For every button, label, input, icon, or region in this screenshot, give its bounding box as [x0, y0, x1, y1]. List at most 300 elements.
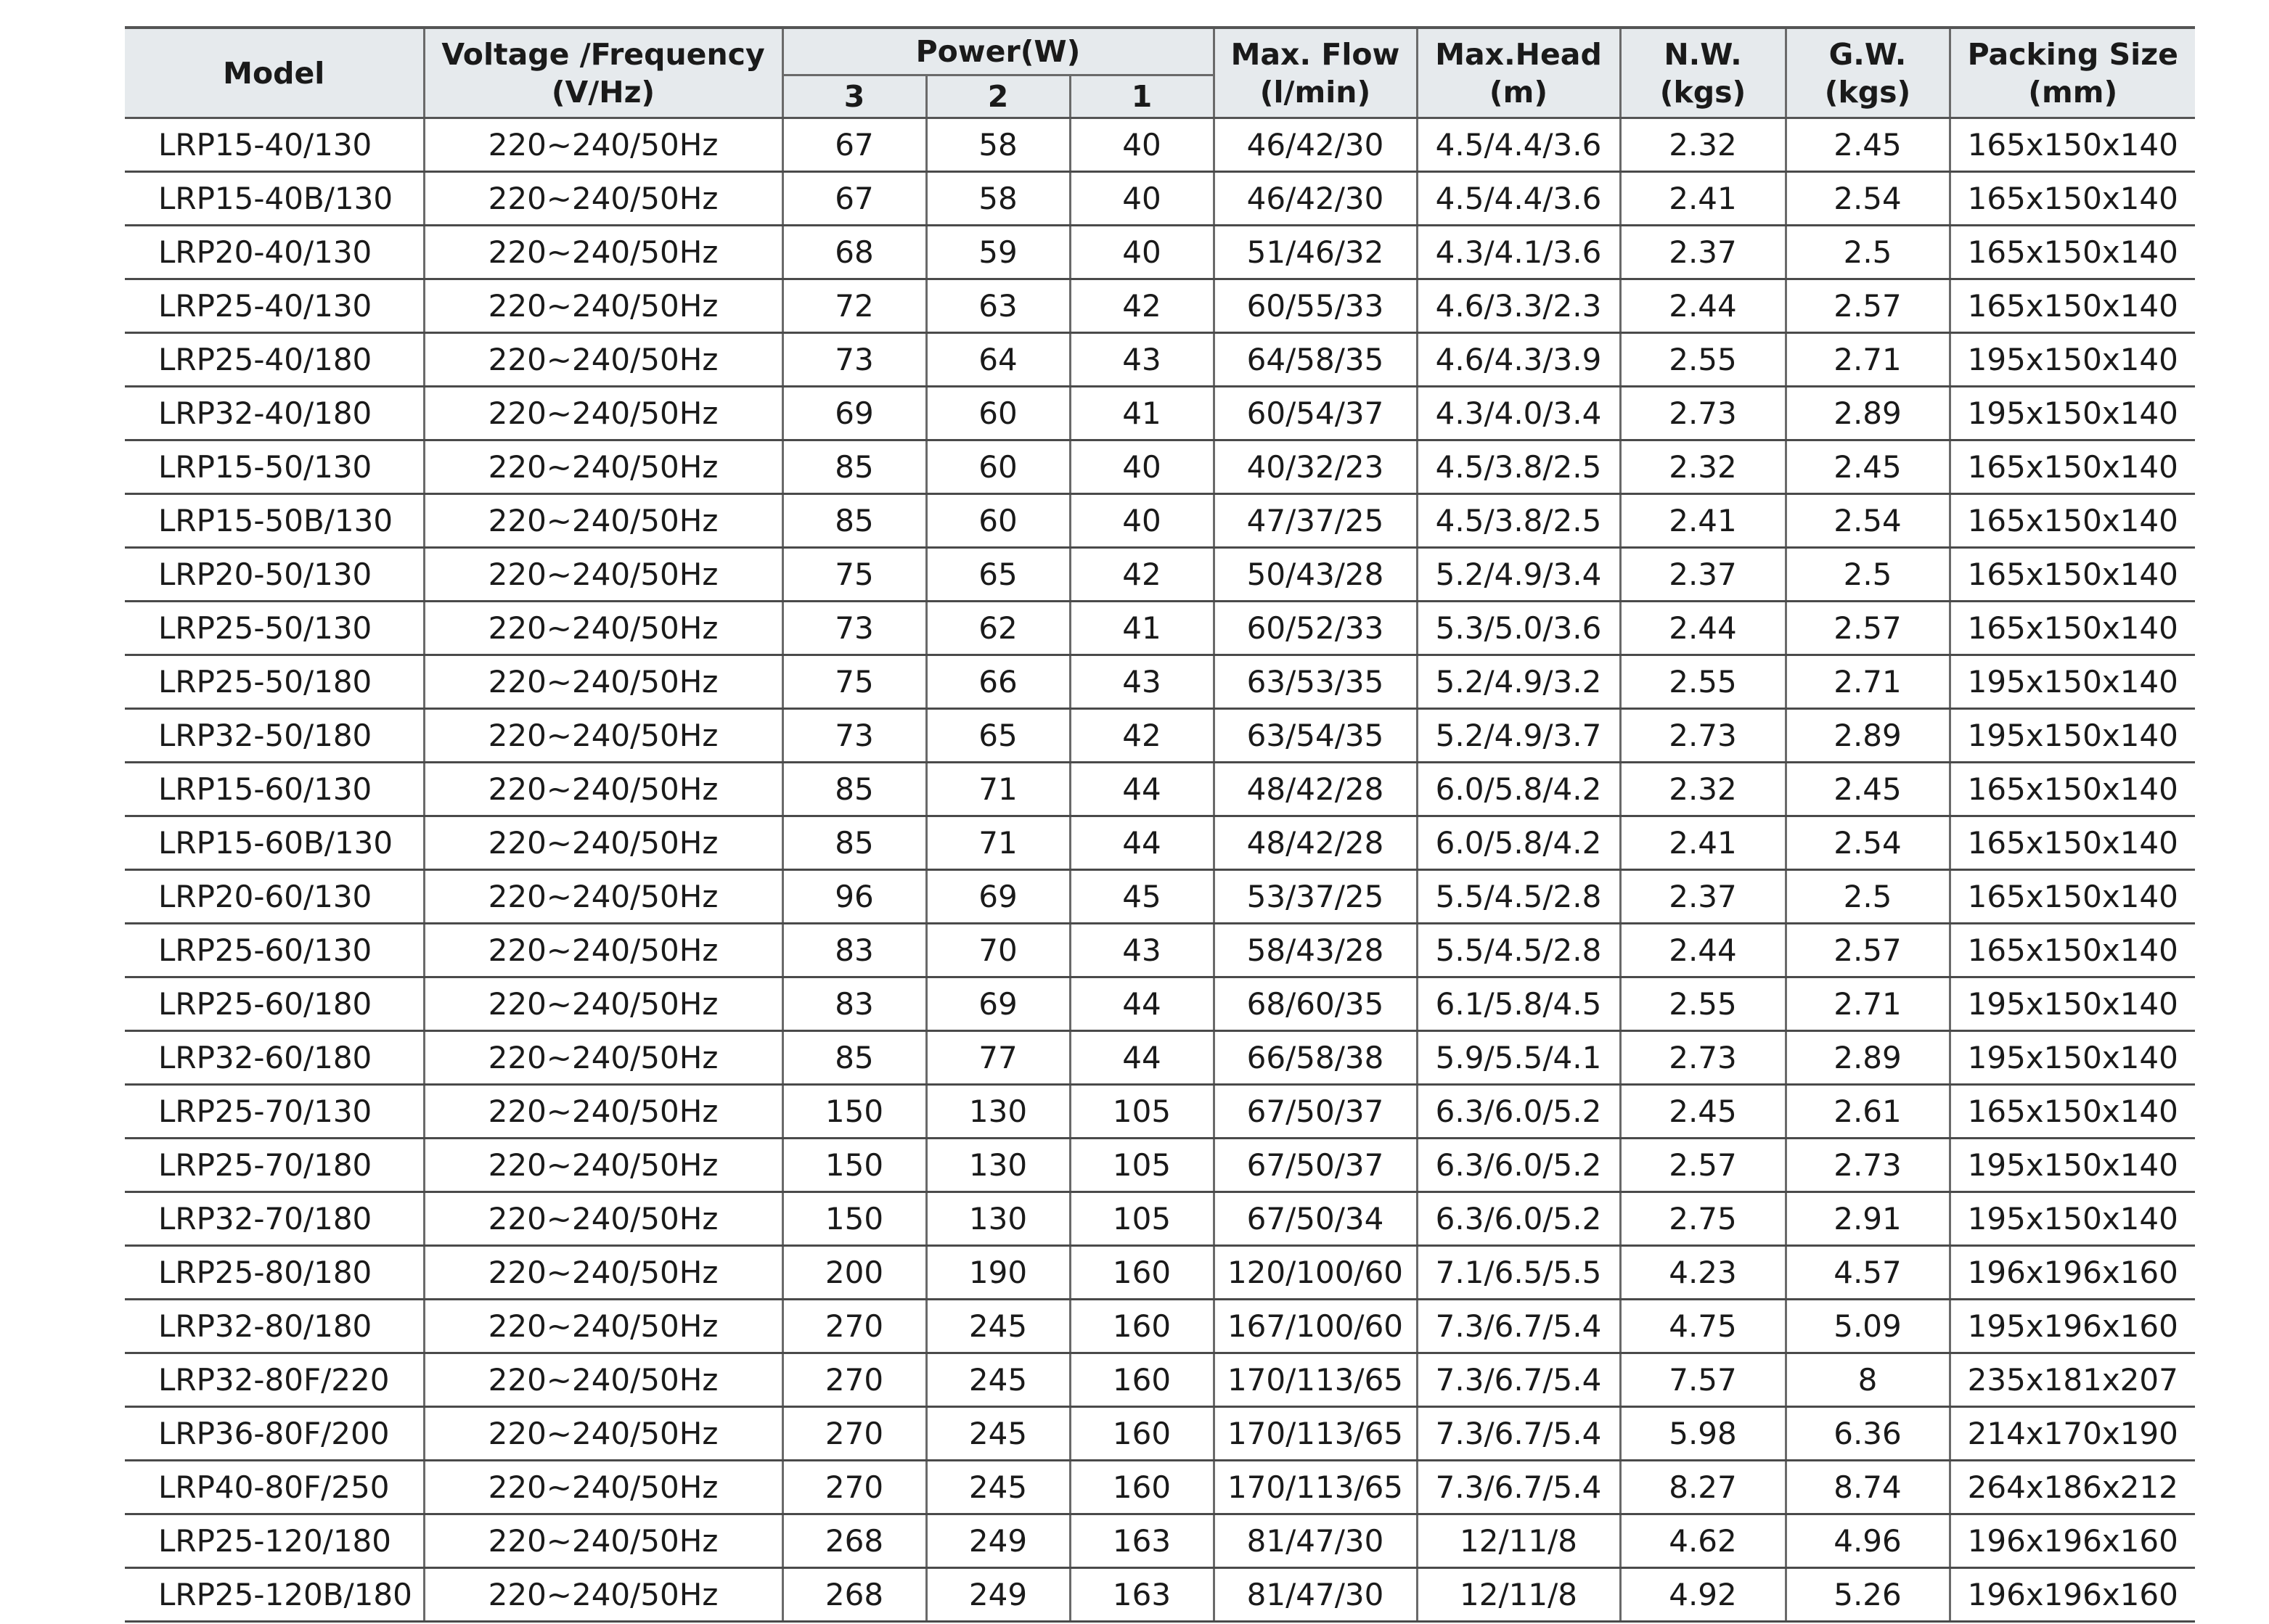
- packing-size-cell: 195x150x140: [1950, 709, 2195, 763]
- power-speed-2-cell: 249: [926, 1514, 1070, 1568]
- power-speed-2-cell: 245: [926, 1353, 1070, 1407]
- power-speed-1-cell: 45: [1070, 870, 1214, 924]
- header-power-speed-1: 1: [1070, 75, 1214, 118]
- table-header: [125, 28, 2195, 118]
- packing-size-cell: 165x150x140: [1950, 172, 2195, 226]
- net-weight-cell: 2.73: [1620, 709, 1786, 763]
- net-weight-cell: 2.32: [1620, 118, 1786, 172]
- header-max-head: Max.Head (m): [1417, 28, 1620, 118]
- power-speed-2-cell: 65: [926, 709, 1070, 763]
- net-weight-cell: 8.27: [1620, 1461, 1786, 1514]
- power-speed-1-cell: 40: [1070, 172, 1214, 226]
- packing-size-cell: 195x150x140: [1950, 977, 2195, 1031]
- power-speed-3-cell: 268: [782, 1568, 926, 1622]
- packing-size-cell: 196x196x160: [1950, 1514, 2195, 1568]
- power-speed-2-cell: 70: [926, 924, 1070, 977]
- power-speed-1-cell: 44: [1070, 1031, 1214, 1085]
- gross-weight-cell: 2.5: [1786, 548, 1950, 602]
- voltage-cell: 220~240/50Hz: [424, 602, 782, 655]
- net-weight-cell: 2.44: [1620, 602, 1786, 655]
- packing-size-cell: 196x196x160: [1950, 1246, 2195, 1300]
- power-speed-3-cell: 150: [782, 1085, 926, 1139]
- model-cell: LRP32-60/180: [125, 1031, 424, 1085]
- power-speed-1-cell: 44: [1070, 816, 1214, 870]
- gross-weight-cell: 2.71: [1786, 333, 1950, 387]
- header-gross-weight: G.W. (kgs): [1786, 28, 1950, 118]
- power-speed-2-cell: 64: [926, 333, 1070, 387]
- table-row: [125, 1031, 2195, 1085]
- power-speed-3-cell: 268: [782, 1514, 926, 1568]
- power-speed-3-cell: 75: [782, 655, 926, 709]
- power-speed-2-cell: 71: [926, 816, 1070, 870]
- power-speed-1-cell: 160: [1070, 1300, 1214, 1353]
- net-weight-cell: 2.37: [1620, 548, 1786, 602]
- model-cell: LRP15-50/130: [125, 440, 424, 494]
- packing-size-cell: 195x150x140: [1950, 1139, 2195, 1192]
- max-head-cell: 5.3/5.0/3.6: [1417, 602, 1620, 655]
- voltage-cell: 220~240/50Hz: [424, 226, 782, 279]
- power-speed-2-cell: 245: [926, 1407, 1070, 1461]
- packing-size-cell: 214x170x190: [1950, 1407, 2195, 1461]
- power-speed-3-cell: 83: [782, 977, 926, 1031]
- power-speed-3-cell: 150: [782, 1139, 926, 1192]
- table-row: [125, 709, 2195, 763]
- voltage-cell: 220~240/50Hz: [424, 494, 782, 548]
- net-weight-cell: 4.23: [1620, 1246, 1786, 1300]
- power-speed-3-cell: 75: [782, 548, 926, 602]
- table-row: [125, 440, 2195, 494]
- model-cell: LRP25-40/130: [125, 279, 424, 333]
- power-speed-3-cell: 96: [782, 870, 926, 924]
- power-speed-1-cell: 44: [1070, 763, 1214, 816]
- power-speed-1-cell: 44: [1070, 977, 1214, 1031]
- voltage-cell: 220~240/50Hz: [424, 1139, 782, 1192]
- max-flow-cell: 60/54/37: [1214, 387, 1417, 440]
- packing-size-cell: 165x150x140: [1950, 226, 2195, 279]
- power-speed-3-cell: 85: [782, 494, 926, 548]
- power-speed-1-cell: 163: [1070, 1514, 1214, 1568]
- voltage-cell: 220~240/50Hz: [424, 1085, 782, 1139]
- power-speed-2-cell: 58: [926, 118, 1070, 172]
- gross-weight-cell: 2.54: [1786, 494, 1950, 548]
- max-flow-cell: 63/54/35: [1214, 709, 1417, 763]
- gross-weight-cell: 2.54: [1786, 172, 1950, 226]
- voltage-cell: 220~240/50Hz: [424, 1300, 782, 1353]
- max-flow-cell: 81/47/30: [1214, 1568, 1417, 1622]
- table-row: [125, 816, 2195, 870]
- gross-weight-cell: 2.73: [1786, 1139, 1950, 1192]
- model-cell: LRP15-40B/130: [125, 172, 424, 226]
- power-speed-3-cell: 69: [782, 387, 926, 440]
- table-row: [125, 226, 2195, 279]
- max-head-cell: 7.3/6.7/5.4: [1417, 1353, 1620, 1407]
- max-flow-cell: 64/58/35: [1214, 333, 1417, 387]
- gross-weight-cell: 2.45: [1786, 440, 1950, 494]
- voltage-cell: 220~240/50Hz: [424, 1031, 782, 1085]
- power-speed-2-cell: 130: [926, 1085, 1070, 1139]
- power-speed-3-cell: 85: [782, 763, 926, 816]
- max-flow-cell: 48/42/28: [1214, 816, 1417, 870]
- table-row: [125, 655, 2195, 709]
- table-row: [125, 1139, 2195, 1192]
- max-flow-cell: 53/37/25: [1214, 870, 1417, 924]
- gross-weight-cell: 2.71: [1786, 977, 1950, 1031]
- power-speed-3-cell: 85: [782, 816, 926, 870]
- table-row: [125, 1568, 2195, 1622]
- net-weight-cell: 2.55: [1620, 333, 1786, 387]
- table-row: [125, 1461, 2195, 1514]
- table-row: [125, 548, 2195, 602]
- max-head-cell: 7.3/6.7/5.4: [1417, 1407, 1620, 1461]
- voltage-cell: 220~240/50Hz: [424, 333, 782, 387]
- max-head-cell: 6.1/5.8/4.5: [1417, 977, 1620, 1031]
- model-cell: LRP32-70/180: [125, 1192, 424, 1246]
- power-speed-3-cell: 73: [782, 333, 926, 387]
- net-weight-cell: 7.57: [1620, 1353, 1786, 1407]
- packing-size-cell: 195x150x140: [1950, 387, 2195, 440]
- max-flow-cell: 67/50/37: [1214, 1139, 1417, 1192]
- max-head-cell: 4.3/4.0/3.4: [1417, 387, 1620, 440]
- gross-weight-cell: 2.61: [1786, 1085, 1950, 1139]
- power-speed-3-cell: 85: [782, 1031, 926, 1085]
- net-weight-cell: 5.98: [1620, 1407, 1786, 1461]
- gross-weight-cell: 2.71: [1786, 655, 1950, 709]
- max-head-cell: 6.0/5.8/4.2: [1417, 816, 1620, 870]
- packing-size-cell: 195x196x160: [1950, 1300, 2195, 1353]
- net-weight-cell: 2.73: [1620, 387, 1786, 440]
- power-speed-3-cell: 83: [782, 924, 926, 977]
- voltage-cell: 220~240/50Hz: [424, 870, 782, 924]
- power-speed-2-cell: 69: [926, 977, 1070, 1031]
- model-cell: LRP32-80F/220: [125, 1353, 424, 1407]
- gross-weight-cell: 2.89: [1786, 1031, 1950, 1085]
- header-packing-size: Packing Size (mm): [1950, 28, 2195, 118]
- power-speed-2-cell: 58: [926, 172, 1070, 226]
- power-speed-1-cell: 41: [1070, 387, 1214, 440]
- max-head-cell: 5.9/5.5/4.1: [1417, 1031, 1620, 1085]
- table-row: [125, 1085, 2195, 1139]
- max-flow-cell: 81/47/30: [1214, 1514, 1417, 1568]
- table-body: [125, 118, 2195, 1622]
- packing-size-cell: 165x150x140: [1950, 440, 2195, 494]
- gross-weight-cell: 2.57: [1786, 602, 1950, 655]
- header-power: Power(W): [782, 28, 1214, 75]
- net-weight-cell: 2.32: [1620, 763, 1786, 816]
- packing-size-cell: 165x150x140: [1950, 1085, 2195, 1139]
- gross-weight-cell: 2.45: [1786, 763, 1950, 816]
- packing-size-cell: 235x181x207: [1950, 1353, 2195, 1407]
- gross-weight-cell: 2.57: [1786, 279, 1950, 333]
- table-row: [125, 1300, 2195, 1353]
- power-speed-1-cell: 41: [1070, 602, 1214, 655]
- packing-size-cell: 165x150x140: [1950, 870, 2195, 924]
- max-flow-cell: 48/42/28: [1214, 763, 1417, 816]
- gross-weight-cell: 2.45: [1786, 118, 1950, 172]
- max-flow-cell: 120/100/60: [1214, 1246, 1417, 1300]
- table-row: [125, 1192, 2195, 1246]
- model-cell: LRP25-60/130: [125, 924, 424, 977]
- max-head-cell: 7.1/6.5/5.5: [1417, 1246, 1620, 1300]
- voltage-cell: 220~240/50Hz: [424, 1514, 782, 1568]
- gross-weight-cell: 2.54: [1786, 816, 1950, 870]
- spec-table: [125, 26, 2195, 1623]
- net-weight-cell: 2.75: [1620, 1192, 1786, 1246]
- gross-weight-cell: 5.09: [1786, 1300, 1950, 1353]
- voltage-cell: 220~240/50Hz: [424, 279, 782, 333]
- power-speed-1-cell: 40: [1070, 494, 1214, 548]
- max-flow-cell: 66/58/38: [1214, 1031, 1417, 1085]
- model-cell: LRP25-120/180: [125, 1514, 424, 1568]
- power-speed-3-cell: 72: [782, 279, 926, 333]
- header-voltage: Voltage /Frequency (V/Hz): [424, 28, 782, 118]
- packing-size-cell: 165x150x140: [1950, 924, 2195, 977]
- table-row: [125, 1407, 2195, 1461]
- power-speed-2-cell: 245: [926, 1300, 1070, 1353]
- net-weight-cell: 2.37: [1620, 870, 1786, 924]
- header-max-flow: Max. Flow (l/min): [1214, 28, 1417, 118]
- table-row: [125, 118, 2195, 172]
- voltage-cell: 220~240/50Hz: [424, 1568, 782, 1622]
- net-weight-cell: 2.45: [1620, 1085, 1786, 1139]
- max-flow-cell: 63/53/35: [1214, 655, 1417, 709]
- power-speed-2-cell: 77: [926, 1031, 1070, 1085]
- power-speed-1-cell: 42: [1070, 279, 1214, 333]
- net-weight-cell: 2.57: [1620, 1139, 1786, 1192]
- header-model: Model: [125, 28, 424, 118]
- table-row: [125, 870, 2195, 924]
- power-speed-1-cell: 42: [1070, 548, 1214, 602]
- gross-weight-cell: 2.57: [1786, 924, 1950, 977]
- max-flow-cell: 170/113/65: [1214, 1407, 1417, 1461]
- power-speed-3-cell: 270: [782, 1461, 926, 1514]
- power-speed-1-cell: 42: [1070, 709, 1214, 763]
- max-head-cell: 5.2/4.9/3.4: [1417, 548, 1620, 602]
- max-head-cell: 7.3/6.7/5.4: [1417, 1461, 1620, 1514]
- model-cell: LRP32-40/180: [125, 387, 424, 440]
- table-row: [125, 1514, 2195, 1568]
- net-weight-cell: 2.55: [1620, 977, 1786, 1031]
- power-speed-2-cell: 59: [926, 226, 1070, 279]
- power-speed-2-cell: 60: [926, 494, 1070, 548]
- max-head-cell: 4.5/3.8/2.5: [1417, 494, 1620, 548]
- model-cell: LRP25-80/180: [125, 1246, 424, 1300]
- power-speed-3-cell: 67: [782, 172, 926, 226]
- max-flow-cell: 68/60/35: [1214, 977, 1417, 1031]
- voltage-cell: 220~240/50Hz: [424, 440, 782, 494]
- max-flow-cell: 67/50/34: [1214, 1192, 1417, 1246]
- power-speed-3-cell: 68: [782, 226, 926, 279]
- max-head-cell: 4.6/4.3/3.9: [1417, 333, 1620, 387]
- voltage-cell: 220~240/50Hz: [424, 977, 782, 1031]
- max-head-cell: 5.2/4.9/3.7: [1417, 709, 1620, 763]
- power-speed-1-cell: 105: [1070, 1192, 1214, 1246]
- power-speed-3-cell: 270: [782, 1353, 926, 1407]
- voltage-cell: 220~240/50Hz: [424, 1246, 782, 1300]
- model-cell: LRP15-40/130: [125, 118, 424, 172]
- voltage-cell: 220~240/50Hz: [424, 816, 782, 870]
- power-speed-2-cell: 65: [926, 548, 1070, 602]
- table-row: [125, 924, 2195, 977]
- power-speed-3-cell: 150: [782, 1192, 926, 1246]
- table-row: [125, 333, 2195, 387]
- voltage-cell: 220~240/50Hz: [424, 1407, 782, 1461]
- gross-weight-cell: 8: [1786, 1353, 1950, 1407]
- power-speed-1-cell: 40: [1070, 118, 1214, 172]
- packing-size-cell: 195x150x140: [1950, 655, 2195, 709]
- model-cell: LRP25-70/180: [125, 1139, 424, 1192]
- voltage-cell: 220~240/50Hz: [424, 763, 782, 816]
- net-weight-cell: 2.41: [1620, 172, 1786, 226]
- power-speed-2-cell: 60: [926, 440, 1070, 494]
- power-speed-3-cell: 73: [782, 709, 926, 763]
- header-power-speed-3: 3: [782, 75, 926, 118]
- max-head-cell: 6.3/6.0/5.2: [1417, 1139, 1620, 1192]
- model-cell: LRP15-50B/130: [125, 494, 424, 548]
- packing-size-cell: 196x196x160: [1950, 1568, 2195, 1622]
- packing-size-cell: 165x150x140: [1950, 763, 2195, 816]
- table-row: [125, 1246, 2195, 1300]
- model-cell: LRP20-40/130: [125, 226, 424, 279]
- max-head-cell: 5.5/4.5/2.8: [1417, 870, 1620, 924]
- power-speed-1-cell: 160: [1070, 1353, 1214, 1407]
- packing-size-cell: 165x150x140: [1950, 279, 2195, 333]
- power-speed-3-cell: 85: [782, 440, 926, 494]
- packing-size-cell: 195x150x140: [1950, 1031, 2195, 1085]
- max-head-cell: 4.5/3.8/2.5: [1417, 440, 1620, 494]
- max-flow-cell: 60/52/33: [1214, 602, 1417, 655]
- model-cell: LRP25-50/130: [125, 602, 424, 655]
- power-speed-3-cell: 67: [782, 118, 926, 172]
- max-flow-cell: 50/43/28: [1214, 548, 1417, 602]
- table-row: [125, 763, 2195, 816]
- net-weight-cell: 2.41: [1620, 494, 1786, 548]
- gross-weight-cell: 4.96: [1786, 1514, 1950, 1568]
- max-head-cell: 4.6/3.3/2.3: [1417, 279, 1620, 333]
- max-head-cell: 12/11/8: [1417, 1514, 1620, 1568]
- power-speed-1-cell: 105: [1070, 1085, 1214, 1139]
- voltage-cell: 220~240/50Hz: [424, 655, 782, 709]
- max-flow-cell: 51/46/32: [1214, 226, 1417, 279]
- max-head-cell: 6.0/5.8/4.2: [1417, 763, 1620, 816]
- power-speed-1-cell: 160: [1070, 1246, 1214, 1300]
- power-speed-2-cell: 130: [926, 1139, 1070, 1192]
- model-cell: LRP20-60/130: [125, 870, 424, 924]
- power-speed-3-cell: 270: [782, 1407, 926, 1461]
- power-speed-2-cell: 62: [926, 602, 1070, 655]
- net-weight-cell: 4.62: [1620, 1514, 1786, 1568]
- power-speed-1-cell: 40: [1070, 440, 1214, 494]
- power-speed-2-cell: 249: [926, 1568, 1070, 1622]
- net-weight-cell: 2.73: [1620, 1031, 1786, 1085]
- net-weight-cell: 2.37: [1620, 226, 1786, 279]
- net-weight-cell: 2.55: [1620, 655, 1786, 709]
- model-cell: LRP32-50/180: [125, 709, 424, 763]
- table-row: [125, 279, 2195, 333]
- power-speed-1-cell: 163: [1070, 1568, 1214, 1622]
- gross-weight-cell: 2.89: [1786, 387, 1950, 440]
- power-speed-1-cell: 40: [1070, 226, 1214, 279]
- max-flow-cell: 46/42/30: [1214, 118, 1417, 172]
- power-speed-1-cell: 105: [1070, 1139, 1214, 1192]
- power-speed-2-cell: 190: [926, 1246, 1070, 1300]
- packing-size-cell: 165x150x140: [1950, 548, 2195, 602]
- model-cell: LRP40-80F/250: [125, 1461, 424, 1514]
- model-cell: LRP25-50/180: [125, 655, 424, 709]
- model-cell: LRP20-50/130: [125, 548, 424, 602]
- max-flow-cell: 170/113/65: [1214, 1461, 1417, 1514]
- max-flow-cell: 47/37/25: [1214, 494, 1417, 548]
- voltage-cell: 220~240/50Hz: [424, 1353, 782, 1407]
- packing-size-cell: 195x150x140: [1950, 333, 2195, 387]
- max-head-cell: 4.5/4.4/3.6: [1417, 118, 1620, 172]
- power-speed-1-cell: 160: [1070, 1407, 1214, 1461]
- power-speed-1-cell: 43: [1070, 924, 1214, 977]
- max-flow-cell: 46/42/30: [1214, 172, 1417, 226]
- gross-weight-cell: 2.5: [1786, 870, 1950, 924]
- net-weight-cell: 4.75: [1620, 1300, 1786, 1353]
- voltage-cell: 220~240/50Hz: [424, 709, 782, 763]
- net-weight-cell: 4.92: [1620, 1568, 1786, 1622]
- packing-size-cell: 165x150x140: [1950, 602, 2195, 655]
- table-row: [125, 977, 2195, 1031]
- voltage-cell: 220~240/50Hz: [424, 924, 782, 977]
- max-flow-cell: 58/43/28: [1214, 924, 1417, 977]
- model-cell: LRP25-60/180: [125, 977, 424, 1031]
- packing-size-cell: 165x150x140: [1950, 118, 2195, 172]
- max-flow-cell: 40/32/23: [1214, 440, 1417, 494]
- power-speed-3-cell: 200: [782, 1246, 926, 1300]
- gross-weight-cell: 6.36: [1786, 1407, 1950, 1461]
- table-row: [125, 494, 2195, 548]
- model-cell: LRP36-80F/200: [125, 1407, 424, 1461]
- table-row: [125, 387, 2195, 440]
- table-row: [125, 602, 2195, 655]
- packing-size-cell: 165x150x140: [1950, 816, 2195, 870]
- packing-size-cell: 264x186x212: [1950, 1461, 2195, 1514]
- voltage-cell: 220~240/50Hz: [424, 548, 782, 602]
- gross-weight-cell: 2.89: [1786, 709, 1950, 763]
- max-flow-cell: 67/50/37: [1214, 1085, 1417, 1139]
- voltage-cell: 220~240/50Hz: [424, 1461, 782, 1514]
- model-cell: LRP15-60B/130: [125, 816, 424, 870]
- header-power-speed-2: 2: [926, 75, 1070, 118]
- model-cell: LRP32-80/180: [125, 1300, 424, 1353]
- power-speed-2-cell: 60: [926, 387, 1070, 440]
- gross-weight-cell: 4.57: [1786, 1246, 1950, 1300]
- max-head-cell: 7.3/6.7/5.4: [1417, 1300, 1620, 1353]
- header-net-weight: N.W. (kgs): [1620, 28, 1786, 118]
- power-speed-2-cell: 71: [926, 763, 1070, 816]
- max-flow-cell: 60/55/33: [1214, 279, 1417, 333]
- voltage-cell: 220~240/50Hz: [424, 118, 782, 172]
- power-speed-2-cell: 130: [926, 1192, 1070, 1246]
- power-speed-2-cell: 69: [926, 870, 1070, 924]
- packing-size-cell: 165x150x140: [1950, 494, 2195, 548]
- net-weight-cell: 2.41: [1620, 816, 1786, 870]
- model-cell: LRP15-60/130: [125, 763, 424, 816]
- voltage-cell: 220~240/50Hz: [424, 1192, 782, 1246]
- net-weight-cell: 2.44: [1620, 279, 1786, 333]
- power-speed-2-cell: 63: [926, 279, 1070, 333]
- model-cell: LRP25-120B/180: [125, 1568, 424, 1622]
- voltage-cell: 220~240/50Hz: [424, 172, 782, 226]
- packing-size-cell: 195x150x140: [1950, 1192, 2195, 1246]
- power-speed-2-cell: 245: [926, 1461, 1070, 1514]
- max-flow-cell: 167/100/60: [1214, 1300, 1417, 1353]
- table-row: [125, 1353, 2195, 1407]
- max-flow-cell: 170/113/65: [1214, 1353, 1417, 1407]
- power-speed-1-cell: 43: [1070, 655, 1214, 709]
